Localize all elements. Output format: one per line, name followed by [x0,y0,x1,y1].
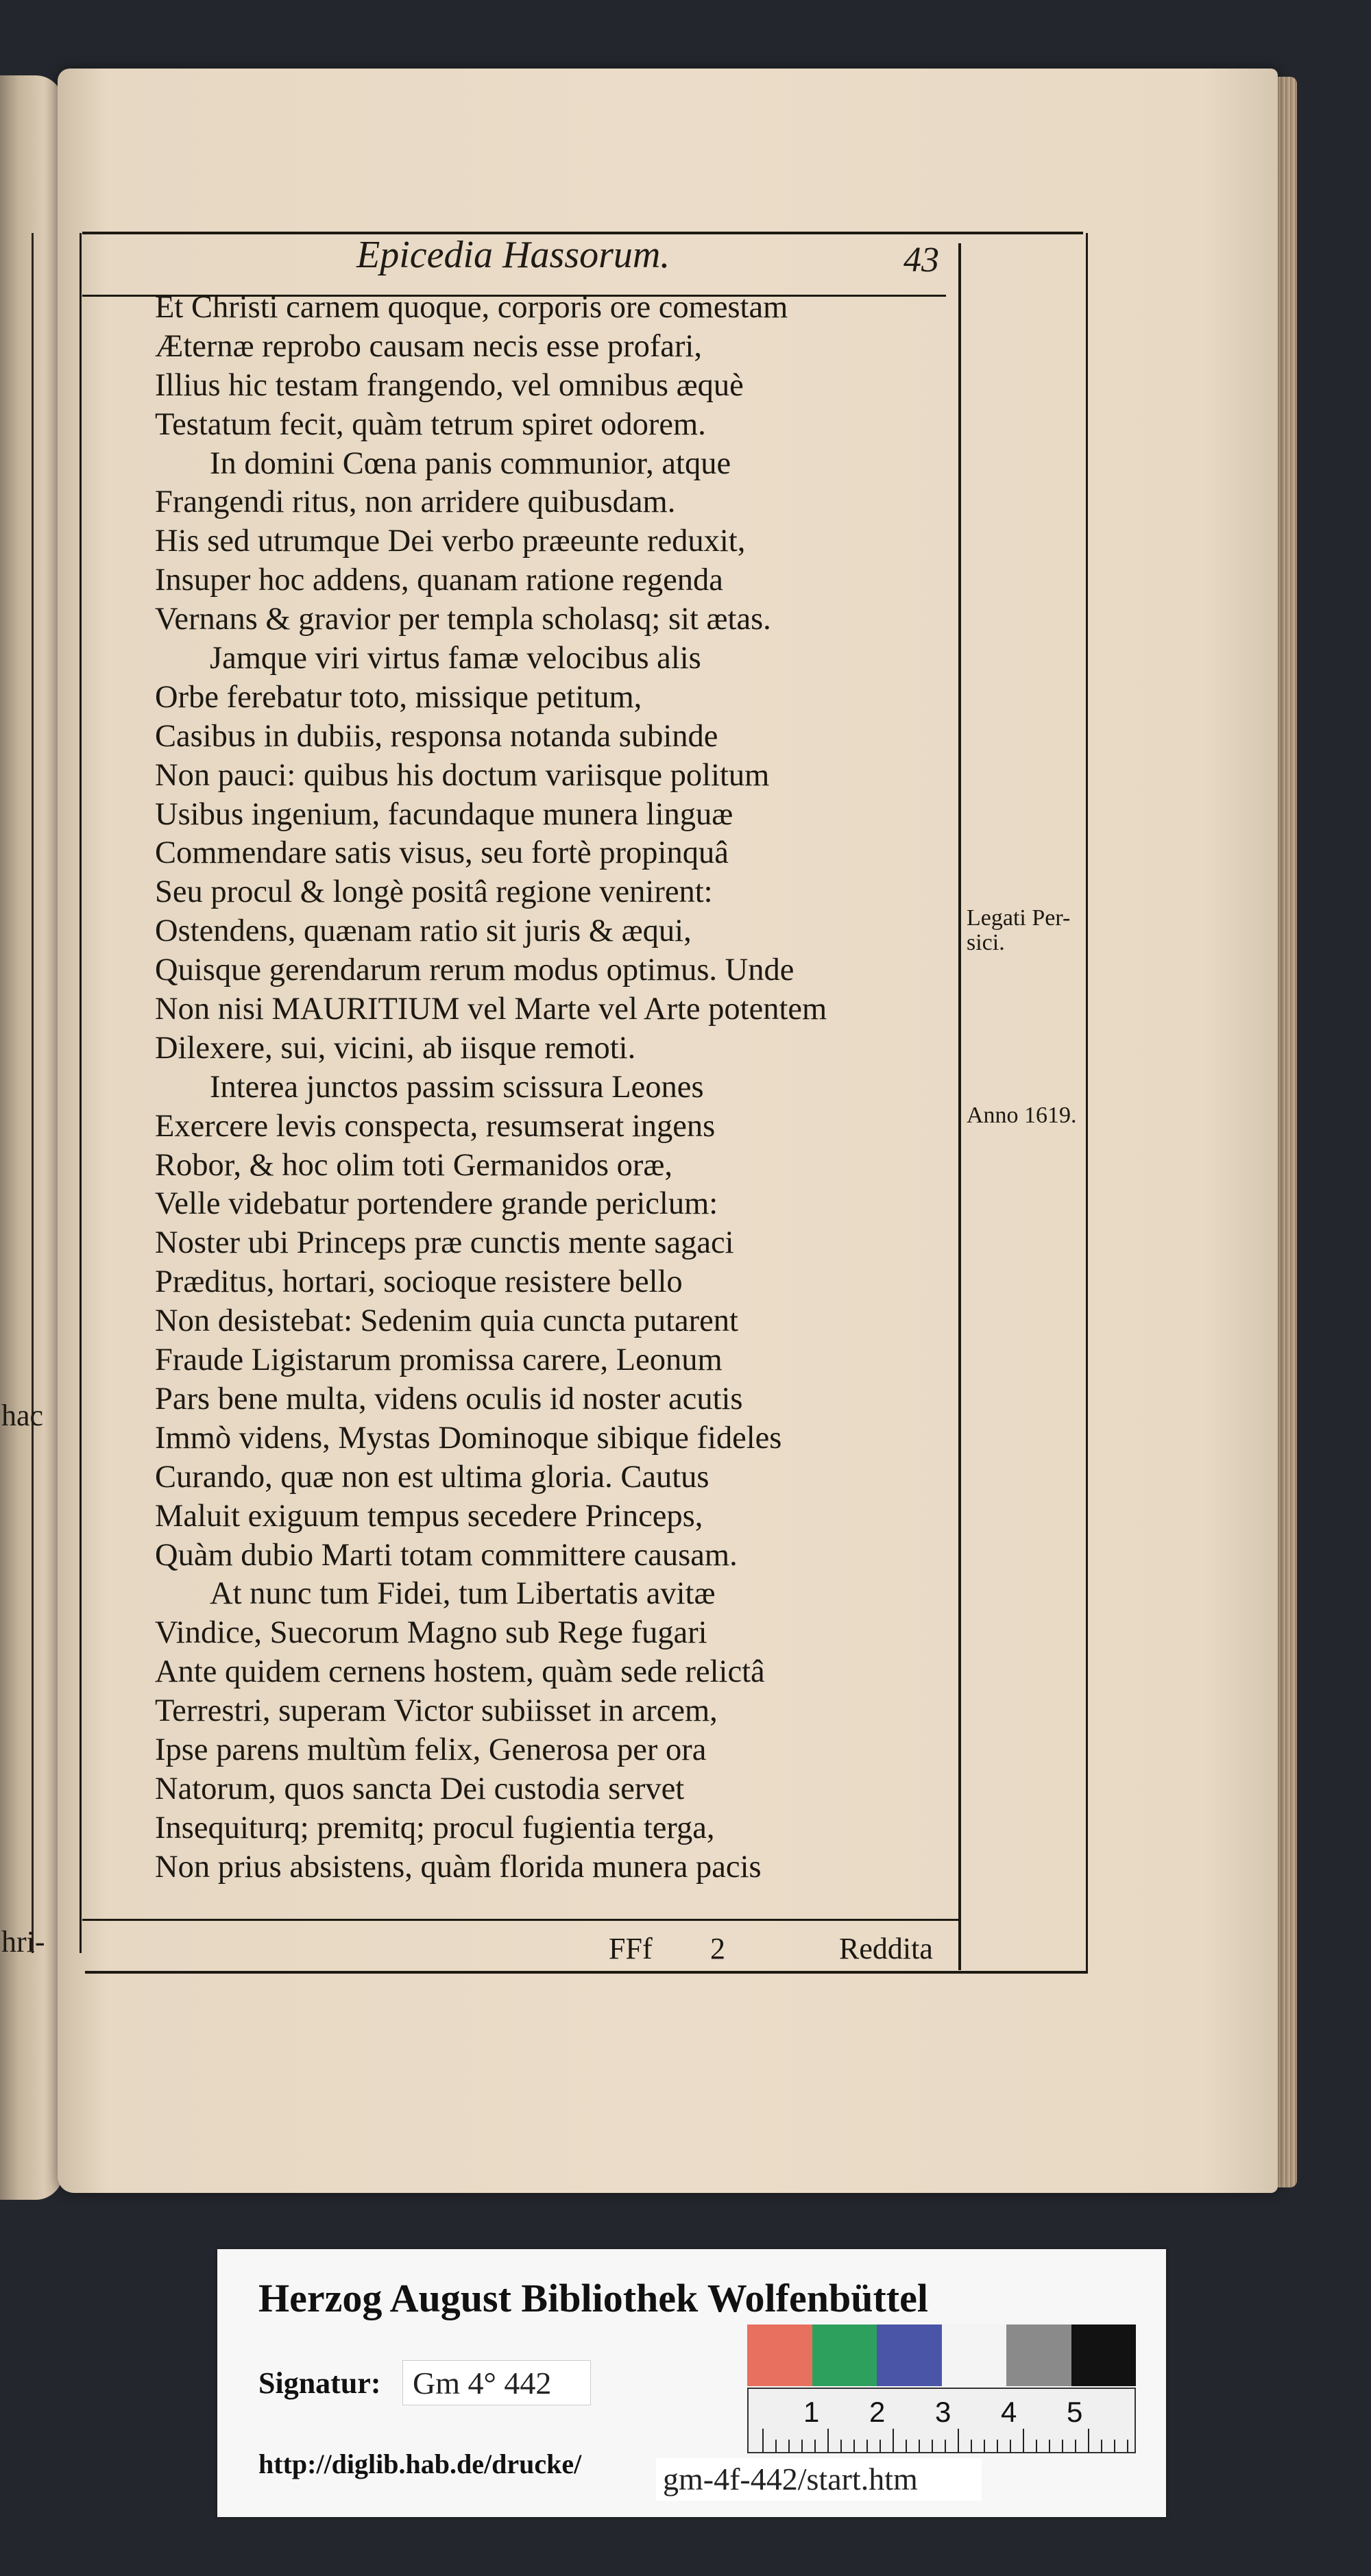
ruler-tick [1049,2440,1050,2452]
left-page-fragment: hri- [1,1925,45,1959]
verse-line: Exercere levis conspecta, resumserat ingens [155,1108,716,1144]
verse-line: Immò videns, Mystas Dominoque sibique fideles [155,1420,782,1456]
ruler-tick [1127,2440,1128,2452]
color-calibration-strip [747,2324,1136,2386]
verse-line: Noster ubi Princeps præ cunctis mente sagaci [155,1225,734,1261]
catchword: Reddita [839,1932,933,1965]
verse-line: Non prius absistens, quàm florida munera pacis [155,1849,762,1885]
margin-note-anno: Anno 1619. [967,1103,1077,1128]
color-swatch [747,2324,812,2386]
verse-line: Orbe ferebatur toto, missique petitum, [155,679,642,715]
verse-line: In domini Cœna panis communior, atque [210,445,731,481]
ruler-tick [853,2440,855,2452]
ruler-tick [788,2440,790,2452]
signatur-label: Signatur: [258,2366,381,2400]
ruler-tick [879,2440,881,2452]
library-card [217,2249,1166,2517]
verse-line: Fraude Ligistarum promissa carere, Leonum [155,1342,723,1378]
verse-line: Natorum, quos sancta Dei custodia servet [155,1771,685,1806]
ruler-tick [1088,2429,1089,2452]
verse-line: Vernans & gravior per templa scholasq; sit ætas. [155,602,771,637]
color-swatch [942,2324,1007,2386]
verse-line: Præditus, hortari, socioque resistere bello [155,1264,683,1300]
verse-line: Ipse parens multùm felix, Generosa per ora [155,1732,707,1767]
library-path[interactable]: gm-4f-442/start.htm [656,2458,982,2501]
verse-line: Usibus ingenium, facundaque munera linguæ [155,796,733,832]
column-rule [958,243,961,1970]
running-title: Epicedia Hassorum. [356,234,670,276]
ruler-tick [984,2440,985,2452]
ruler-tick [814,2440,816,2452]
verse-line: Non desistebat: Sedenim quia cuncta putarent [155,1303,738,1339]
ruler-tick [1101,2440,1102,2452]
verse-line: At nunc tum Fidei, tum Libertatis avitæ [210,1576,716,1612]
verse-line: Quàm dubio Marti totam committere causam. [155,1537,738,1573]
verse-line: Ante quidem cernens hostem, quàm sede relictâ [155,1654,765,1690]
verse-line: His sed utrumque Dei verbo præeunte reduxit, [155,524,746,559]
ruler-number: 3 [935,2396,951,2428]
verse-line: Insuper hoc addens, quanam ratione regenda [155,563,723,598]
verse-line: Seu procul & longè positâ regione venirent: [155,874,713,910]
margin-note-line: sici. [967,930,1005,955]
margin-note-legati [967,906,1070,955]
ruler-number: 4 [1001,2396,1017,2428]
measurement-ruler [747,2388,1136,2453]
verse-line: Æternæ reprobo causam necis esse profari, [155,328,702,364]
ruler-tick [1023,2429,1024,2452]
signature-number: 2 [710,1932,725,1965]
ruler-tick [801,2440,803,2452]
ruler-tick [1062,2440,1063,2452]
ruler-tick [827,2429,829,2452]
ruler-tick [1036,2440,1037,2452]
margin-note-line: Legati Per- [967,905,1071,931]
verse-line: Non nisi MAURITIUM vel Marte vel Arte potentem [155,992,827,1027]
color-swatch [1071,2324,1137,2386]
library-title: Herzog August Bibliothek Wolfenbüttel [258,2276,928,2320]
ruler-tick [762,2429,764,2452]
body-text [155,289,957,1887]
verse-line: Jamque viri virtus famæ velocibus alis [210,641,701,676]
verse-line: Dilexere, sui, vicini, ab iisque remoti. [155,1030,636,1066]
verse-line: Non pauci: quibus his doctum variisque politum [155,757,770,793]
ruler-tick [997,2440,998,2452]
verse-line: Testatum fecit, quàm tetrum spiret odorem. [155,406,706,442]
ruler-number: 5 [1067,2396,1083,2428]
ruler-number: 1 [803,2396,820,2428]
ruler-tick [958,2429,959,2452]
ruler-tick [906,2440,907,2452]
ruler-tick [1010,2440,1011,2452]
ruler-tick [1075,2440,1076,2452]
ruler-tick [1114,2440,1115,2452]
ruler-tick [840,2440,842,2452]
verse-line: Terrestri, superam Victor subiisset in arcem, [155,1693,718,1729]
signatur-value: Gm 4° 442 [402,2360,591,2405]
left-page-fragment: hac [1,1399,44,1432]
verse-line: Vindice, Suecorum Magno sub Rege fugari [155,1615,707,1651]
color-swatch [812,2324,877,2386]
verse-line: Frangendi ritus, non arridere quibusdam. [155,484,676,520]
bottom-frame-rule [85,1971,1086,1974]
verse-line: Et Christi carnem quoque, corporis ore comestam [155,290,788,325]
color-swatch [877,2324,942,2386]
verse-line: Interea junctos passim scissura Leones [210,1069,704,1105]
verse-line: Commendare satis visus, seu fortè propinquâ [155,835,729,871]
ruler-tick [866,2440,868,2452]
color-swatch [1006,2324,1071,2386]
ruler-tick [932,2440,933,2452]
ruler-tick [893,2429,894,2452]
ruler-tick [971,2440,972,2452]
footer-rule [82,1919,960,1921]
verse-line: Curando, quæ non est ultima gloria. Cautus [155,1459,709,1495]
ruler-number: 2 [869,2396,886,2428]
verse-line: Robor, & hoc olim toti Germanidos oræ, [155,1147,672,1183]
verse-line: Ostendens, quænam ratio sit juris & æqui, [155,913,692,949]
verse-line: Illius hic testam frangendo, vel omnibus æquè [155,367,744,403]
ruler-tick [919,2440,920,2452]
verse-line: Velle videbatur portendere grande periclum: [155,1186,718,1222]
verse-line: Quisque gerendarum rerum modus optimus. Unde [155,953,794,988]
ruler-tick [945,2440,946,2452]
ruler-tick [775,2440,777,2452]
page-number: 43 [903,241,939,280]
right-frame-rule [1086,233,1088,1974]
verse-line: Pars bene multa, videns oculis id noster acutis [155,1381,743,1416]
verse-line: Maluit exiguum tempus secedere Princeps, [155,1498,703,1534]
signature-mark: FFf [609,1932,653,1965]
library-url[interactable]: http://diglib.hab.de/drucke/ [258,2449,582,2479]
verse-line: Insequiturq; premitq; procul fugientia terga, [155,1810,715,1845]
left-page-rule [32,233,34,1953]
verse-line: Casibus in dubiis, responsa notanda subinde [155,718,718,754]
left-frame-rule [80,233,82,1953]
